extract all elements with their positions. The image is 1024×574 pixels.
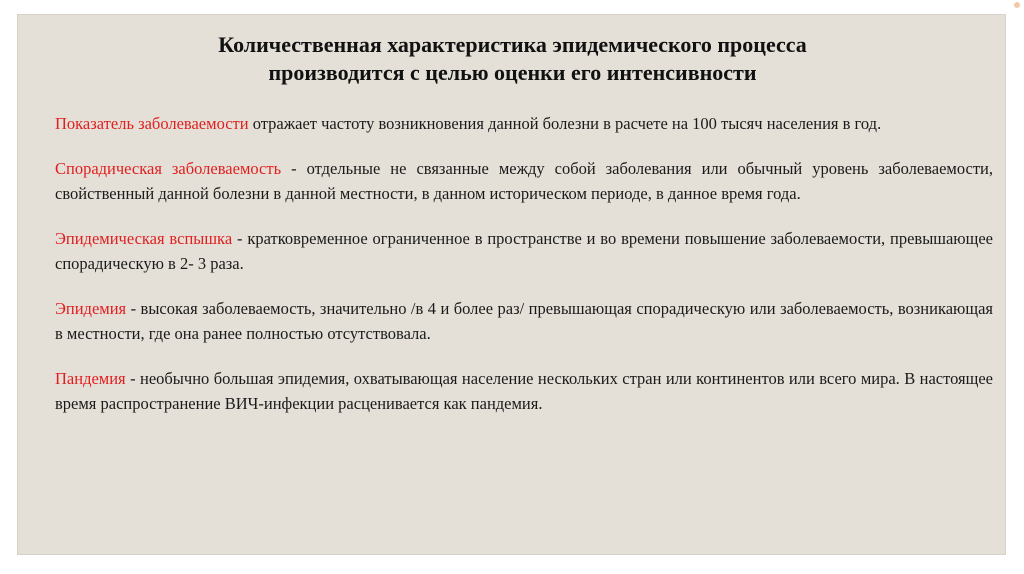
slide-body [55,111,993,436]
term-sporadic-incidence: Спорадическая заболеваемость [55,159,282,178]
term-incidence-rate: Показатель заболеваемости [55,114,249,133]
slide [17,14,1006,555]
corner-marker-icon [1014,2,1020,8]
term-pandemic: Пандемия [55,369,126,388]
term-outbreak: Эпидемическая вспышка [55,229,233,248]
term-epidemic: Эпидемия [55,299,127,318]
definition-epidemic: - высокая заболеваемость, значительно /в 4 и более раз/ превышающая спорадическую или заболеваемость, возникающая в местности, где она ранее полностью отсутствовала. [55,299,993,343]
definition-outbreak: - кратковременное ограниченное в пространстве и во времени повышение заболеваемости, превышающее спорадическую в 2- 3 раза. [55,229,993,273]
paragraph-epidemic [55,296,993,346]
definition-pandemic: - необычно большая эпидемия, охватывающая население нескольких стран или континентов или всего мира. В настоящее время распространение ВИЧ-инфекции расценивается как пандемия. [55,369,993,413]
paragraph-pandemic [55,366,993,416]
paragraph-sporadic-incidence [55,156,993,206]
definition-incidence-rate: отражает частоту возникновения данной болезни в расчете на 100 тысяч населения в год. [248,114,882,133]
slide-title-line-2: производится с целью оценки его интенсивности [268,60,757,85]
slide-title-line-1: Количественная характеристика эпидемического процесса [218,32,807,57]
paragraph-incidence-rate [55,111,993,136]
definition-sporadic-incidence: - отдельные не связанные между собой заболевания или обычный уровень заболеваемости, свойственный данной болезни в данной местности, в данном историческом периоде, в данное время года. [55,159,993,203]
slide-title [18,31,1007,87]
paragraph-outbreak [55,226,993,276]
